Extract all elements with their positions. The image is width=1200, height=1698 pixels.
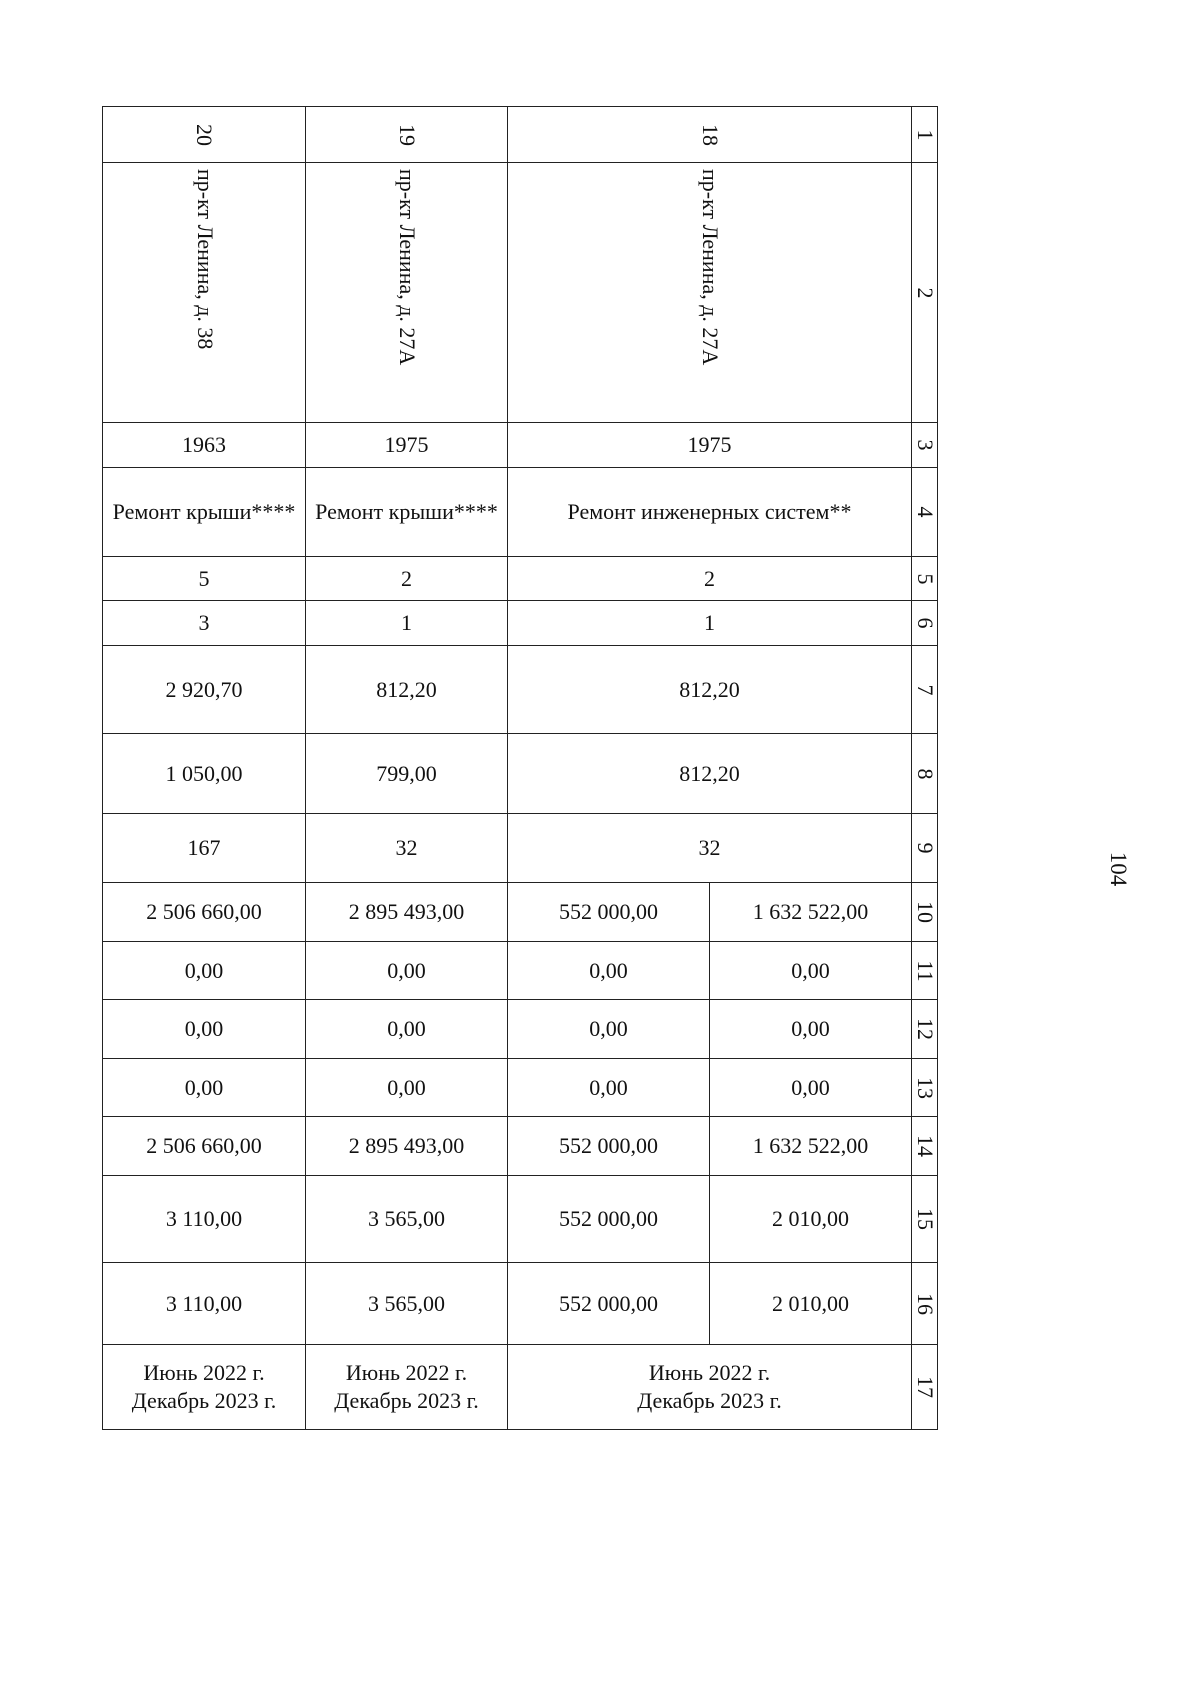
row-19-col-14: 2 895 493,00 xyxy=(305,1116,508,1176)
row-20-col-7: 2 920,70 xyxy=(102,645,306,734)
row-19-col-17: Июнь 2022 г. Декабрь 2023 г. xyxy=(305,1344,508,1430)
column-index-8-text: 8 xyxy=(912,768,938,779)
row-19-col-11: 0,00 xyxy=(305,941,508,1000)
row-18-col-3: 1975 xyxy=(507,422,912,468)
row-19-col-3: 1975 xyxy=(305,422,508,468)
column-index-14 xyxy=(911,1116,938,1176)
row-20-col-16: 3 110,00 xyxy=(102,1262,306,1345)
row-18-col-16-a: 552 000,00 xyxy=(507,1262,710,1345)
column-index-14-text: 14 xyxy=(912,1135,938,1157)
row-19-col-6: 1 xyxy=(305,600,508,646)
column-index-6 xyxy=(911,600,938,646)
column-index-3 xyxy=(911,422,938,468)
row-19-col-5: 2 xyxy=(305,556,508,601)
row-18-col-2 xyxy=(507,162,912,423)
column-index-4 xyxy=(911,467,938,557)
row-18-col-15-a: 552 000,00 xyxy=(507,1175,710,1263)
row-19-col-1 xyxy=(305,106,508,163)
column-index-5 xyxy=(911,556,938,601)
row-19-col-10: 2 895 493,00 xyxy=(305,882,508,942)
page-number: 104 xyxy=(1106,851,1131,887)
column-index-10 xyxy=(911,882,938,942)
row-19-col-9: 32 xyxy=(305,813,508,883)
row-20-col-11: 0,00 xyxy=(102,941,306,1000)
row-18-col-13-a: 0,00 xyxy=(507,1058,710,1117)
column-index-2-text: 2 xyxy=(912,287,938,298)
row-18-col-12-a: 0,00 xyxy=(507,999,710,1059)
row-20-col-6: 3 xyxy=(102,600,306,646)
column-index-3-text: 3 xyxy=(912,439,938,451)
column-index-9-text: 9 xyxy=(912,842,938,854)
column-index-13-text: 13 xyxy=(912,1076,938,1099)
row-20-col-8: 1 050,00 xyxy=(102,733,306,814)
column-index-6-text: 6 xyxy=(912,617,938,629)
address-text: пр-кт Ленина, д. 27А xyxy=(395,169,420,366)
row-18-col-10-a: 552 000,00 xyxy=(507,882,710,942)
column-index-15-text: 15 xyxy=(912,1208,938,1230)
row-18-col-1 xyxy=(507,106,912,163)
row-19-col-12: 0,00 xyxy=(305,999,508,1059)
column-index-1-text: 1 xyxy=(912,129,938,140)
column-index-17 xyxy=(911,1344,938,1430)
row-19-col-15: 3 565,00 xyxy=(305,1175,508,1263)
column-index-12-text: 12 xyxy=(912,1018,938,1040)
column-index-16-text: 16 xyxy=(912,1292,938,1315)
row-18-col-9: 32 xyxy=(507,813,912,883)
row-18-col-12-b: 0,00 xyxy=(709,999,912,1059)
address-text: пр-кт Ленина, д. 27А xyxy=(698,169,723,366)
row-18-col-6: 1 xyxy=(507,600,912,646)
row-18-col-13-b: 0,00 xyxy=(709,1058,912,1117)
row-18-col-10-b: 1 632 522,00 xyxy=(709,882,912,942)
row-19-col-16: 3 565,00 xyxy=(305,1262,508,1345)
row-18-col-15-b: 2 010,00 xyxy=(709,1175,912,1263)
row-20-col-10: 2 506 660,00 xyxy=(102,882,306,942)
row-18-col-7: 812,20 xyxy=(507,645,912,734)
column-index-4-text: 4 xyxy=(912,506,938,518)
row-20-col-4: Ремонт крыши**** xyxy=(102,467,306,557)
column-index-17-text: 17 xyxy=(912,1376,938,1398)
column-index-7 xyxy=(911,645,938,734)
column-index-2 xyxy=(911,162,938,423)
column-index-1 xyxy=(911,106,938,163)
row-20-col-9: 167 xyxy=(102,813,306,883)
row-20-col-13: 0,00 xyxy=(102,1058,306,1117)
address-text: пр-кт Ленина, д. 38 xyxy=(192,169,218,350)
column-index-11 xyxy=(911,941,938,1000)
row-20-col-3: 1963 xyxy=(102,422,306,468)
row-18-col-4: Ремонт инженерных систем** xyxy=(507,467,912,557)
row-19-col-8: 799,00 xyxy=(305,733,508,814)
row-19-col-4: Ремонт крыши**** xyxy=(305,467,508,557)
row-19-col-2 xyxy=(305,162,508,423)
column-index-12 xyxy=(911,999,938,1059)
row-19-col-1-text: 19 xyxy=(394,123,420,146)
column-index-10-text: 10 xyxy=(912,901,938,923)
row-20-col-1 xyxy=(102,106,306,163)
column-index-13 xyxy=(911,1058,938,1117)
row-20-col-5: 5 xyxy=(102,556,306,601)
row-18-col-17: Июнь 2022 г. Декабрь 2023 г. xyxy=(507,1344,912,1430)
row-18-col-11-a: 0,00 xyxy=(507,941,710,1000)
row-18-col-11-b: 0,00 xyxy=(709,941,912,1000)
row-20-col-1-text: 20 xyxy=(192,123,217,146)
row-18-col-8: 812,20 xyxy=(507,733,912,814)
row-18-col-5: 2 xyxy=(507,556,912,601)
column-index-7-text: 7 xyxy=(912,684,938,695)
column-index-11-text: 11 xyxy=(912,959,938,982)
row-19-col-7: 812,20 xyxy=(305,645,508,734)
row-18-col-14-a: 552 000,00 xyxy=(507,1116,710,1176)
column-index-9 xyxy=(911,813,938,883)
column-index-8 xyxy=(911,733,938,814)
row-19-col-13: 0,00 xyxy=(305,1058,508,1117)
column-index-15 xyxy=(911,1175,938,1263)
row-20-col-15: 3 110,00 xyxy=(102,1175,306,1263)
row-20-col-17: Июнь 2022 г. Декабрь 2023 г. xyxy=(102,1344,306,1430)
row-20-col-14: 2 506 660,00 xyxy=(102,1116,306,1176)
row-18-col-1-text: 18 xyxy=(697,123,723,146)
row-20-col-12: 0,00 xyxy=(102,999,306,1059)
row-18-col-16-b: 2 010,00 xyxy=(709,1262,912,1345)
row-18-col-14-b: 1 632 522,00 xyxy=(709,1116,912,1176)
column-index-5-text: 5 xyxy=(912,573,938,584)
column-index-16 xyxy=(911,1262,938,1345)
row-20-col-2 xyxy=(102,162,306,423)
